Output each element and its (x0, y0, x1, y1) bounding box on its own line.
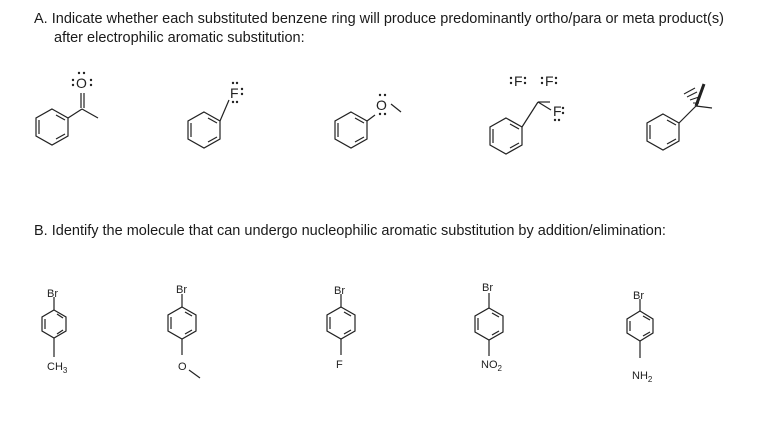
molecule-a5-tert-butylbenzene (647, 84, 712, 150)
molecule-b3-bromofluorobenzene (327, 294, 355, 355)
atom-amino: $NH_2$ (632, 370, 653, 384)
atom-fluorine: F (553, 103, 562, 119)
atom-fluorine: F (514, 73, 523, 89)
molecule-b4-bromonitrobenzene (475, 293, 503, 356)
molecule-a4-trifluoromethylbenzene (490, 102, 551, 154)
atom-fluorine: F (545, 73, 554, 89)
atom-oxygen: O (178, 361, 187, 373)
molecule-b5-bromoaniline (627, 299, 653, 358)
atom-fluorine: F (336, 359, 343, 371)
molecule-a2-fluorobenzene (188, 100, 229, 148)
atom-bromine: Br (334, 285, 345, 297)
atom-nitro: $NO_2$ (481, 359, 502, 373)
question-a-text-line2: after electrophilic aromatic substitution: (54, 30, 305, 46)
molecule-a3-anisole (335, 104, 401, 148)
question-a (34, 10, 774, 48)
atom-methyl: $CH_3$ (47, 361, 68, 375)
atom-oxygen: O (376, 97, 387, 113)
atom-fluorine: F (230, 85, 239, 101)
atom-bromine: Br (482, 282, 493, 294)
question-a-text-line1: Indicate whether each substituted benzene ring will produce predominantly ortho/para or meta product(s) (51, 11, 724, 27)
question-b-label: B. (34, 223, 48, 239)
atom-bromine: Br (633, 290, 644, 302)
question-a-label: A. (34, 11, 48, 27)
atom-bromine: Br (176, 284, 187, 296)
atom-oxygen: O (76, 75, 87, 91)
question-b (34, 222, 666, 241)
part-b-molecules (0, 270, 784, 420)
molecule-a1-acetophenone (36, 93, 98, 145)
part-a-molecules (0, 60, 784, 220)
atom-bromine: Br (47, 288, 58, 300)
question-b-text: Identify the molecule that can undergo nucleophilic aromatic substitution by addition/elimination: (51, 223, 666, 239)
molecule-b1-4-bromotoluene (42, 297, 66, 357)
